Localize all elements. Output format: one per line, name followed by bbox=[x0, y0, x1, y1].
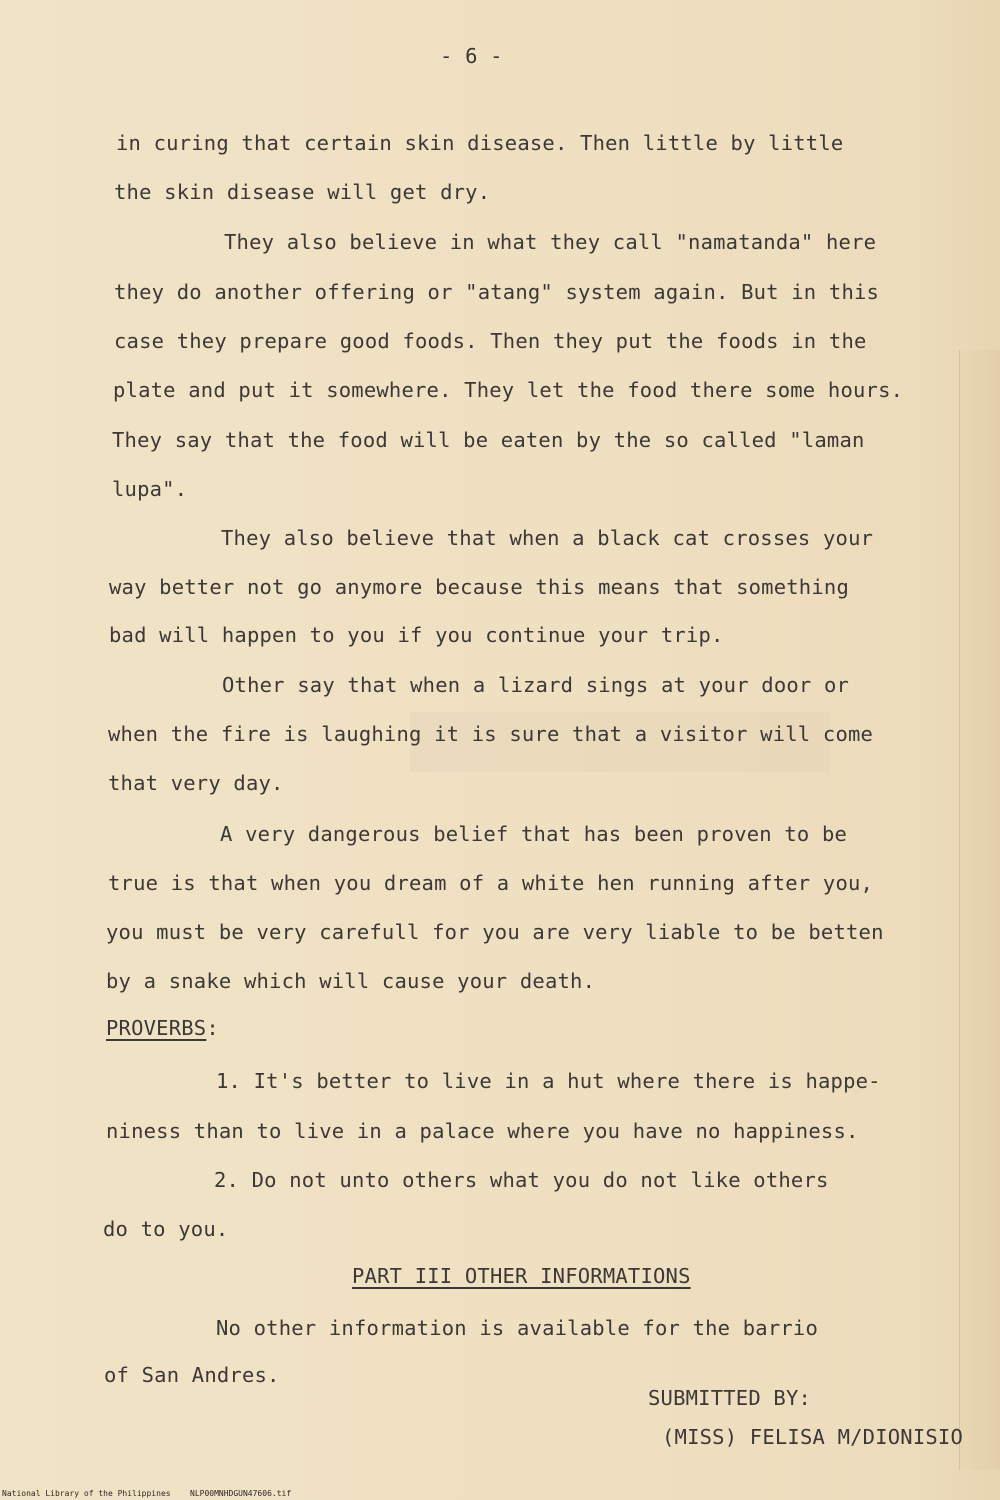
proverbs-heading-text: PROVERBS bbox=[106, 1016, 207, 1040]
text-line: A very dangerous belief that has been proven to be bbox=[220, 822, 848, 846]
proverbs-heading-colon: : bbox=[206, 1016, 219, 1040]
text-line: They say that the food will be eaten by the so called "laman bbox=[112, 428, 865, 452]
text-line: when the fire is laughing it is sure that a visitor will come bbox=[108, 722, 874, 746]
text-line: plate and put it somewhere. They let the food there some hours. bbox=[113, 378, 904, 402]
proverbs-heading bbox=[106, 1016, 219, 1040]
text-line: They also believe in what they call "namatanda" here bbox=[224, 230, 877, 254]
text-line: They also believe that when a black cat crosses your bbox=[221, 526, 874, 550]
text-line: in curing that certain skin disease. Then little by little bbox=[116, 131, 844, 155]
text-line: by a snake which will cause your death. bbox=[106, 969, 596, 993]
text-line: the skin disease will get dry. bbox=[114, 180, 491, 204]
text-line: true is that when you dream of a white hen running after you, bbox=[108, 871, 874, 895]
submitter-name: (MISS) FELISA M/DIONISIO bbox=[662, 1425, 964, 1449]
proverb-line: 1. It's better to live in a hut where there is happe- bbox=[216, 1069, 881, 1093]
text-line: Other say that when a lizard sings at your door or bbox=[222, 673, 850, 697]
text-line: bad will happen to you if you continue your trip. bbox=[109, 623, 724, 647]
footer-file: NLP00MNHDGUN47606.tif bbox=[190, 1489, 292, 1498]
text-line: lupa". bbox=[112, 477, 188, 501]
text-line: that very day. bbox=[108, 771, 284, 795]
proverb-line: niness than to live in a palace where you have no happiness. bbox=[106, 1119, 859, 1143]
text-line: of San Andres. bbox=[104, 1363, 280, 1387]
proverb-line: do to you. bbox=[103, 1217, 229, 1241]
text-line: way better not go anymore because this means that something bbox=[109, 575, 849, 599]
page-number: - 6 - bbox=[440, 44, 503, 68]
text-line: No other information is available for the barrio bbox=[216, 1316, 819, 1340]
part-three-heading: PART III OTHER INFORMATIONS bbox=[352, 1264, 691, 1288]
text-line: they do another offering or "atang" system again. But in this bbox=[114, 280, 880, 304]
text-line: case they prepare good foods. Then they put the foods in the bbox=[114, 329, 867, 353]
text-line: you must be very carefull for you are very liable to be betten bbox=[106, 920, 884, 944]
submitted-by-label: SUBMITTED BY: bbox=[648, 1386, 812, 1410]
footer-library: National Library of the Philippines bbox=[2, 1489, 171, 1498]
attached-paper-strip bbox=[959, 350, 1000, 1470]
proverb-line: 2. Do not unto others what you do not like others bbox=[214, 1168, 829, 1192]
